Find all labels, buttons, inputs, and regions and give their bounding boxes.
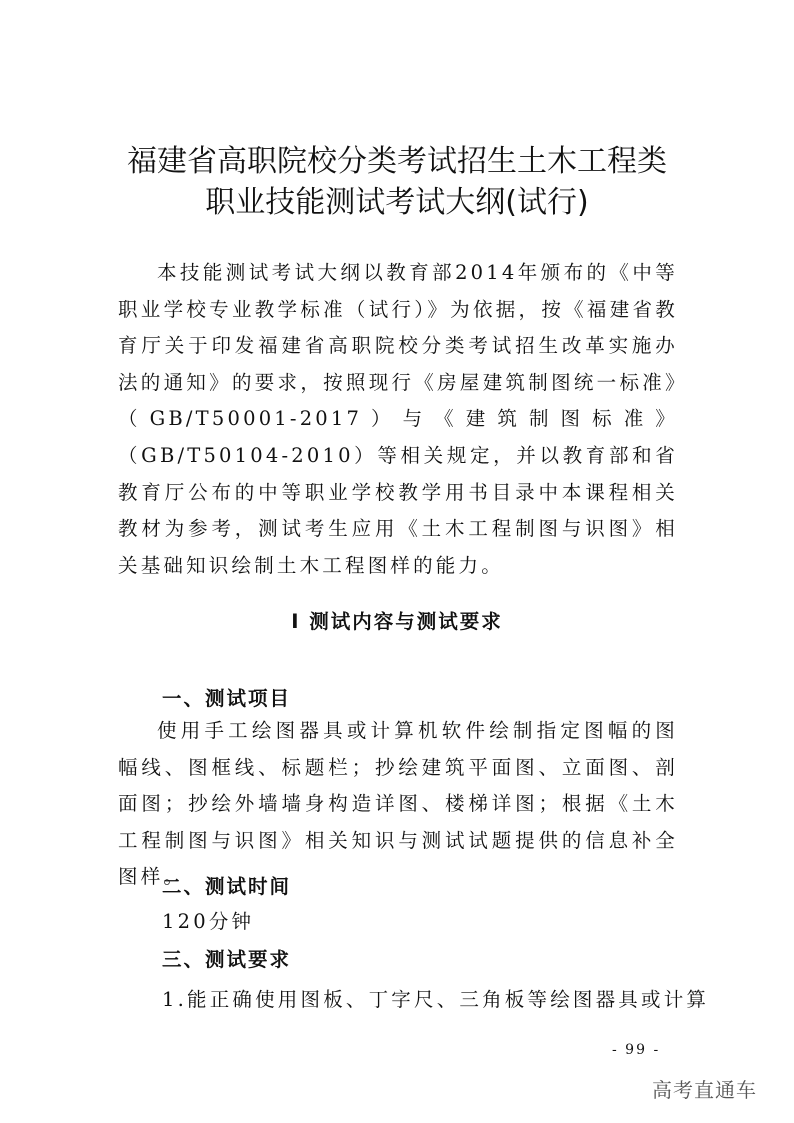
test-time-value: 120分钟 [162, 910, 255, 933]
watermark: 高考直通车 [652, 1078, 757, 1102]
test-items-paragraph: 使用手工绘图器具或计算机软件绘制指定图幅的图幅线、图框线、标题栏；抄绘建筑平面图、立面图、剖面图；抄绘外墙墙身构造详图、楼梯详图；根据《土木工程制图与识图》相关知识与测试试题提供的信息补全图样。 [118, 719, 678, 889]
intro-paragraph: 本技能测试考试大纲以教育部2014年颁布的《中等职业学校专业教学标准（试行）》为依据，按《福建省教育厅关于印发福建省高职院校分类考试招生改革实施办法的通知》的要求，按照现行《房屋建筑制图统一标准》（GB/T50001-2017）与《建筑制图标准》（GB/T50104-2010）等相关规定，并以教育部和省教育厅公布的中等职业学校教学用书目录中本课程相关教材为参考，测试考生应用《土木工程制图与识图》相关基础知识绘制土木工程图样的能力。 [118, 261, 678, 577]
test-time-heading: 二、测试时间 [162, 875, 292, 898]
test-items-heading: 一、测试项目 [162, 687, 292, 710]
document-title-line-1: 福建省高职院校分类考试招生土木工程类 [127, 144, 667, 179]
test-requirements-heading: 三、测试要求 [162, 948, 292, 971]
section-heading: Ⅰ 测试内容与测试要求 [291, 610, 503, 633]
test-requirement-item-1: 1.能正确使用图板、丁字尺、三角板等绘图器具或计算 [162, 988, 710, 1011]
page-number: - 99 - [612, 1042, 661, 1058]
document-title-line-2: 职业技能测试考试大纲(试行) [205, 185, 589, 220]
